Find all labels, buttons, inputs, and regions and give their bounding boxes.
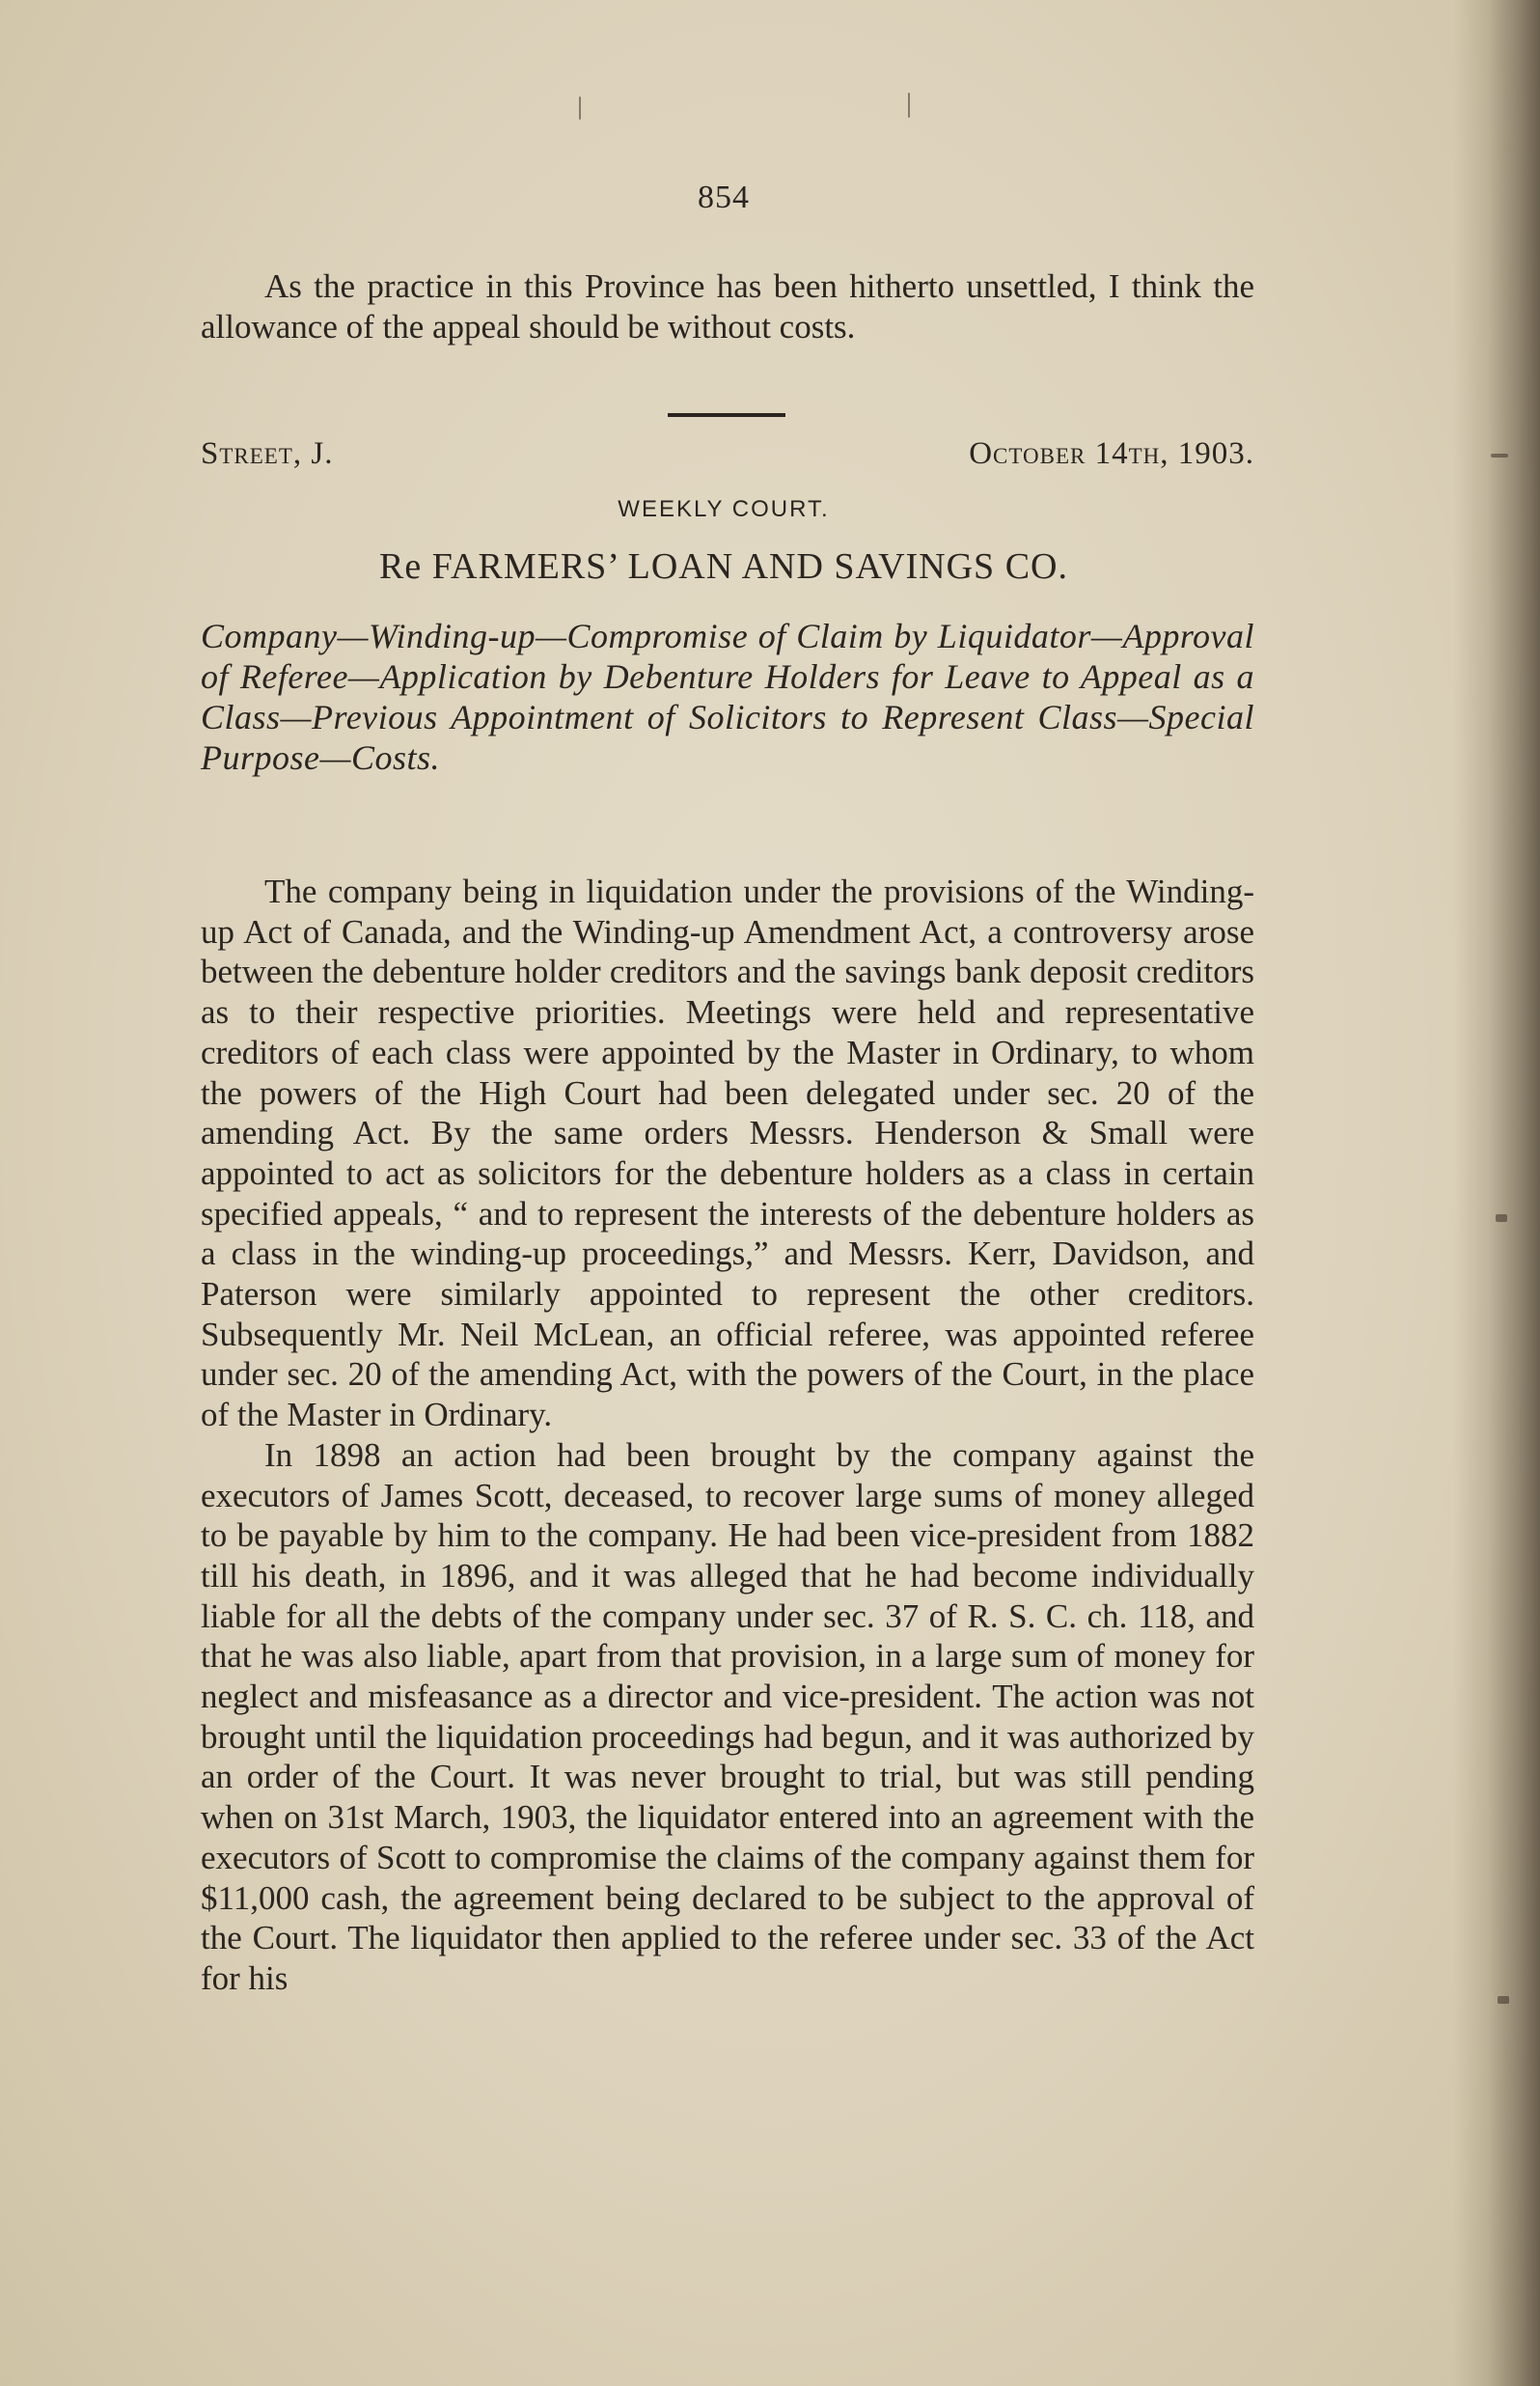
opening-paragraph-block [201, 266, 1254, 347]
opening-paragraph: As the practice in this Province has been hitherto unsettled, I think the allowance of the appeal should be without costs. [201, 267, 1254, 346]
headnote-block [201, 616, 1254, 778]
margin-mark [1496, 1214, 1507, 1222]
margin-mark [579, 97, 581, 120]
headnote-text: Company—Winding-up—Compromise of Claim by Liquidator—Approval of Referee—Application by Debenture Holders for Leave to Appeal as a Class—Previous Appointment of Solicitors to Represent Class—Special Purpose—Costs. [201, 617, 1254, 777]
page-gutter-shadow [1453, 0, 1540, 2386]
section-divider-rule [668, 413, 785, 417]
decision-date: October 14th, 1903. [969, 436, 1254, 471]
body-paragraph-1: The company being in liquidation under the provisions of the Winding-up Act of Canada, and the Winding-up Amendment Act, a controversy arose between the debenture holder creditors and the savings bank deposit creditors as to their respective priorities. Meetings were held and representative creditors of each class were appointed by the Master in Ordinary, to whom the powers of the High Court had been delegated under sec. 20 of the amending Act. By the same orders Messrs. Henderson & Small were appointed to act as solicitors for the debenture holders as a class in certain specified appeals, “ and to represent the interests of the debenture holders as a class in the winding-up proceedings,” and Messrs. Kerr, Davidson, and Paterson were similarly appointed to represent the other creditors. Subsequently Mr. Neil McLean, an official referee, was appointed referee under sec. 20 of the amending Act, with the powers of the Court, in the place of the Master in Ordinary. [201, 873, 1254, 1434]
body-text-block [201, 872, 1254, 1999]
margin-mark [1491, 454, 1508, 458]
page-number: 854 [698, 180, 750, 215]
margin-mark [1498, 1996, 1509, 2004]
case-title: Re FARMERS’ LOAN AND SAVINGS CO. [379, 546, 1068, 587]
margin-mark [908, 93, 910, 118]
body-paragraph-2: In 1898 an action had been brought by the company against the executors of James Scott, deceased, to recover large sums of money alleged to be payable by him to the company. He had been vice-president from 1882 till his death, in 1896, and it was alleged that he had become individually liable for all the debts of the company under sec. 37 of R. S. C. ch. 118, and that he was also liable, apart from that provision, in a large sum of money for neglect and misfeasance as a director and vice-president. The action was not brought until the liquidation proceedings had begun, and it was authorized by an order of the Court. It was never brought to trial, but was still pending when on 31st March, 1903, the liquidator entered into an agreement with the executors of Scott to compromise the claims of the company against them for $11,000 cash, the agreement being declared to be subject to the approval of the Court. The liquidator then applied to the referee under sec. 33 of the Act for his [201, 1435, 1254, 1997]
court-name: WEEKLY COURT. [618, 496, 830, 522]
judge-name: Street, J. [201, 436, 334, 471]
